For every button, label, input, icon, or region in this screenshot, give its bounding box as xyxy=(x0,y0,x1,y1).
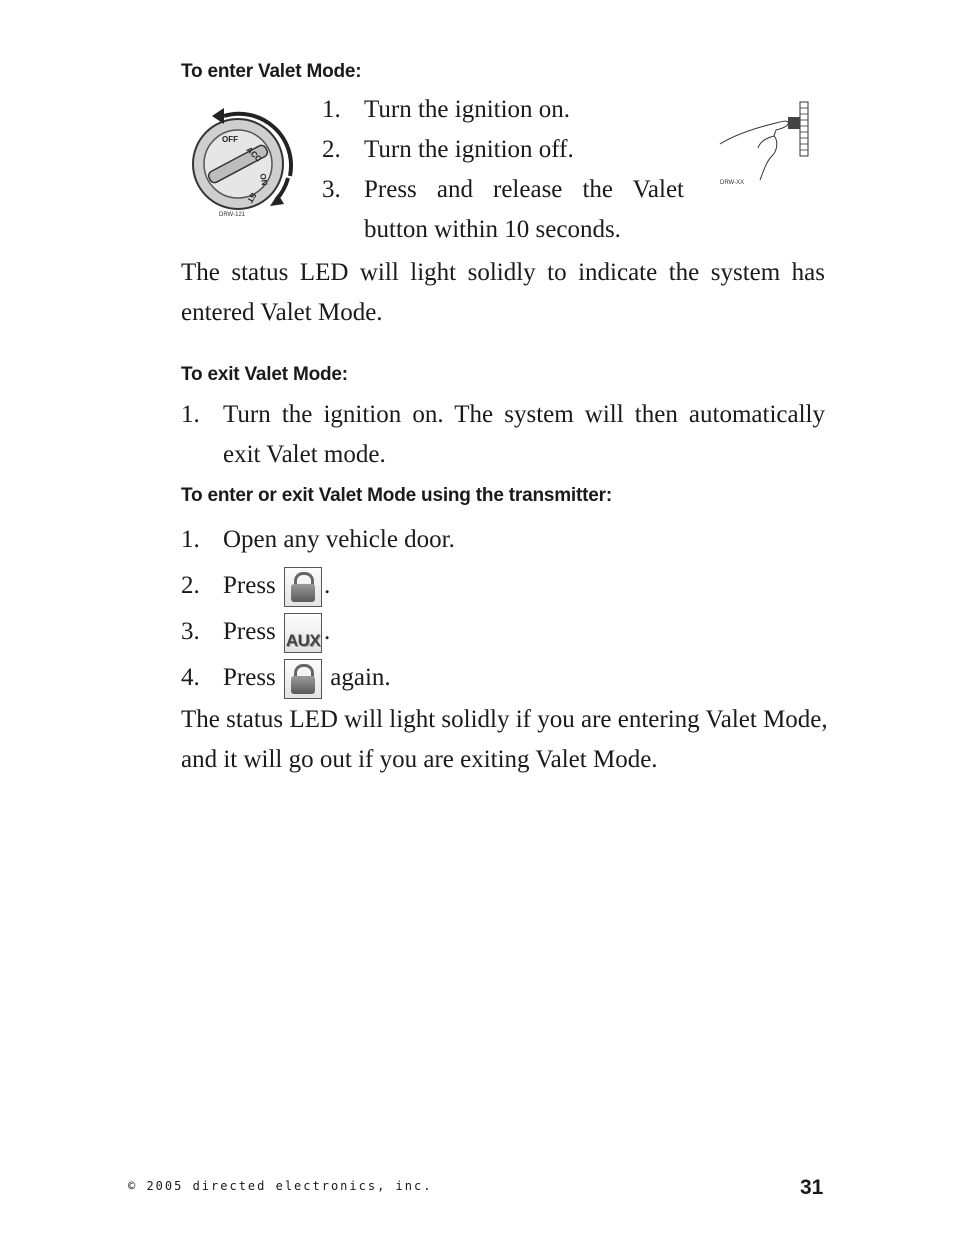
step-number: 1. xyxy=(322,96,341,123)
enter-step-1 xyxy=(322,90,684,130)
step-suffix: . xyxy=(324,618,331,645)
step-number: 3. xyxy=(322,176,341,203)
exit-valet-heading: To exit Valet Mode: xyxy=(181,364,348,385)
aux-icon-label: AUX xyxy=(285,631,321,651)
enter-step-2 xyxy=(322,130,684,170)
lock-icon xyxy=(284,659,322,699)
transmitter-status-paragraph xyxy=(181,700,828,780)
enter-step-3 xyxy=(322,170,684,210)
transmitter-step-1 xyxy=(181,520,825,560)
copyright-notice: © 2005 directed electronics, inc. xyxy=(128,1179,433,1193)
step-text: button within 10 seconds. xyxy=(364,216,621,243)
step-number: 1. xyxy=(181,526,200,553)
transmitter-heading: To enter or exit Valet Mode using the transmitter: xyxy=(181,485,612,506)
step-text-continued: exit Valet mode. xyxy=(223,441,386,468)
ignition-figure-code: DRW-121 xyxy=(219,212,246,218)
step-text: Turn the ignition off. xyxy=(364,136,574,163)
step-number: 2. xyxy=(181,572,200,599)
exit-step-1 xyxy=(181,395,825,475)
step-text: Press and release the Valet xyxy=(364,176,684,203)
paragraph-line: The status LED will light solidly to indicate the system has xyxy=(181,259,825,286)
step-text: Press xyxy=(223,618,276,645)
step-text: Open any vehicle door. xyxy=(223,526,455,553)
valet-figure-code: DRW-XX xyxy=(720,180,745,186)
step-number: 1. xyxy=(181,401,200,428)
step-suffix: again. xyxy=(330,664,391,691)
ign-acc-label: ACC xyxy=(244,145,264,164)
paragraph-line: The status LED will light solidly if you are entering Valet Mode, xyxy=(181,706,828,733)
step-text: Turn the ignition on. The system will then automatically xyxy=(223,401,825,428)
step-number: 3. xyxy=(181,618,200,645)
paragraph-line: and it will go out if you are exiting Valet Mode. xyxy=(181,746,658,773)
enter-steps-list xyxy=(322,90,684,250)
aux-icon xyxy=(284,613,322,653)
paragraph-line: entered Valet Mode. xyxy=(181,299,383,326)
transmitter-step-2 xyxy=(181,566,825,607)
enter-status-paragraph xyxy=(181,253,825,333)
ign-off-label: OFF xyxy=(222,135,238,144)
transmitter-step-4 xyxy=(181,658,825,699)
ign-on-label: ON xyxy=(258,172,269,187)
valet-button-figure xyxy=(716,100,816,190)
ignition-switch-figure xyxy=(186,98,302,220)
ign-st-label: ST xyxy=(245,191,259,205)
lock-icon xyxy=(284,567,322,607)
enter-step-3-continued xyxy=(322,210,684,250)
page-number: 31 xyxy=(800,1176,824,1199)
enter-valet-heading: To enter Valet Mode: xyxy=(181,61,362,82)
step-number: 2. xyxy=(322,136,341,163)
step-text: Press xyxy=(223,664,276,691)
transmitter-step-3 xyxy=(181,612,825,653)
step-suffix: . xyxy=(324,572,331,599)
step-number: 4. xyxy=(181,664,200,691)
step-text: Press xyxy=(223,572,276,599)
step-text: Turn the ignition on. xyxy=(364,96,571,123)
